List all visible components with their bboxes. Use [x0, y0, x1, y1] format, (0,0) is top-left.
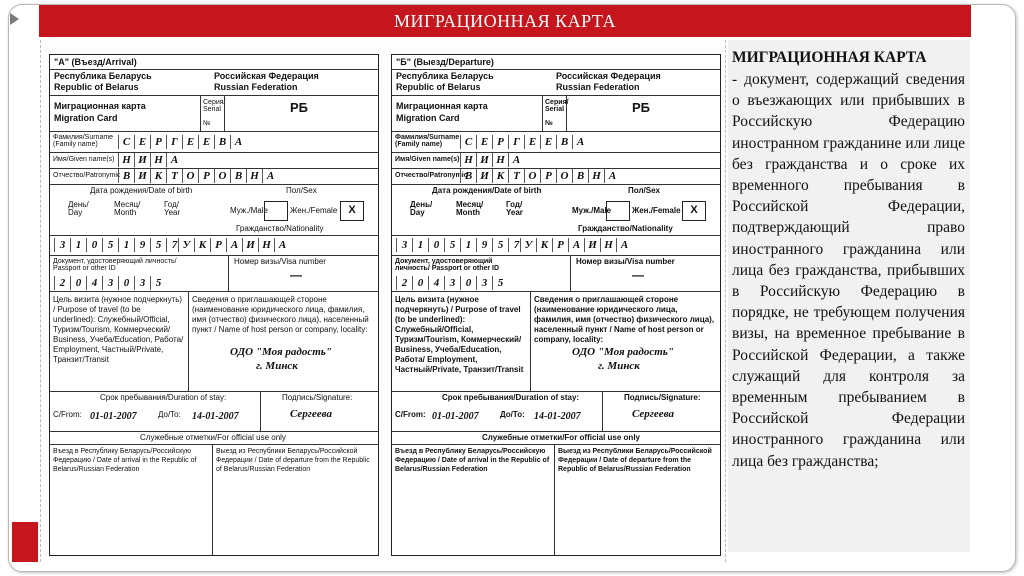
- card-title-en: Migration Card: [54, 113, 118, 123]
- country2-ru: Российская Федерация: [556, 71, 661, 81]
- year-label: Год/ Year: [164, 200, 181, 218]
- day-label: День/ Day: [68, 200, 89, 218]
- nationality-label: Гражданство/Nationality: [236, 224, 324, 233]
- year-label: Год/ Year: [506, 200, 523, 218]
- female-label: Жен./Female: [632, 206, 681, 215]
- title-bar: [39, 5, 971, 37]
- series-label: Серия/ Serial: [203, 99, 226, 114]
- host-name: ОДО "Моя радость": [572, 346, 674, 358]
- surname-letters: С Е Р Г Е Е В А: [118, 135, 246, 149]
- female-checkbox[interactable]: X: [340, 201, 364, 221]
- visa-value: —: [290, 268, 302, 282]
- official-use-label: Служебные отметки/For official use only: [482, 433, 640, 442]
- male-checkbox[interactable]: [264, 201, 288, 221]
- visa-label: Номер визы/Visa number: [576, 257, 675, 266]
- official-use-label: Служебные отметки/For official use only: [140, 433, 286, 442]
- purpose-of-travel: Цель визита (нужное подчеркнуть) / Purpose of travel (to be underlined): Служебный/Official, Туризм/Tourism, Коммерческий/ Business, Учеба/Education, Работа/ Employment, Частный/Private, Транзит/Transit: [395, 295, 524, 374]
- from-label: С/From:: [395, 410, 426, 419]
- signature-value: Сергеева: [290, 408, 332, 420]
- surname-label: Фамилия/Surname (Family name): [395, 134, 460, 149]
- card-arrival: [49, 54, 379, 556]
- card-title-ru: Миграционная карта: [396, 101, 488, 111]
- card-title-ru: Миграционная карта: [54, 101, 146, 111]
- host-city: г. Минск: [256, 360, 298, 372]
- country1-ru: Республика Беларусь: [396, 71, 494, 81]
- host-label: Сведения о приглашающей стороне (наименование юридического лица, фамилия, имя (отчество) физического лица), населенный пункт / Name of host person or company, locality:: [192, 295, 369, 334]
- entry-date-field: Въезд в Республику Беларусь/Российскую Федерацию / Date of arrival in the Republic of Belarus/Russian Federation: [395, 448, 550, 474]
- nationality-letters: У К Р А И Н А: [520, 238, 632, 252]
- month-label: Месяц/ Month: [456, 200, 484, 218]
- passport-digits: 2 0 4 3 0 3 5: [54, 276, 166, 290]
- series-label: Серия/ Serial: [545, 99, 569, 114]
- patronymic-letters: В И К Т О Р О В Н А: [118, 169, 278, 183]
- exit-date-field: Выезд из Республики Беларусь/Российской Федерации / Date of departure from the Republic of Belarus/Russian Federation: [216, 448, 370, 474]
- surname-letters: С Е Р Г Е Е В А: [460, 135, 588, 149]
- card-part-label: "А" (Въезд/Arrival): [54, 57, 137, 67]
- host-label: Сведения о приглашающей стороне (наименование юридического лица, фамилия, имя (отчество) физического лица), населенный пункт / Name of host person or company, locality:: [534, 295, 715, 344]
- female-checkbox[interactable]: X: [682, 201, 706, 221]
- country1-en: Republic of Belarus: [54, 82, 139, 92]
- passport-digits: 2 0 4 3 0 3 5: [396, 276, 508, 290]
- to-label: До/To:: [158, 410, 181, 419]
- patronymic-letters: В И К Т О Р О В Н А: [460, 169, 620, 183]
- male-checkbox[interactable]: [606, 201, 630, 221]
- dob-digits: 3 1 0 5 1 9 5 7: [54, 238, 182, 252]
- signature-value: Сергеева: [632, 408, 674, 420]
- host-city: г. Минск: [598, 360, 640, 372]
- surname-label: Фамилия/Surname (Family name): [53, 134, 114, 149]
- dob-label: Дата рождения/Date of birth: [432, 186, 542, 195]
- patronymic-label: Отчество/Patronymic: [53, 172, 121, 179]
- given-name-label: Имя/Given name(s): [53, 156, 115, 163]
- from-label: С/From:: [53, 410, 82, 419]
- card-departure: [391, 54, 721, 556]
- stay-label: Срок пребывания/Duration of stay:: [100, 393, 227, 402]
- dob-label: Дата рождения/Date of birth: [90, 186, 193, 195]
- signature-label: Подпись/Signature:: [282, 393, 353, 402]
- male-label: Муж./Male: [230, 206, 268, 215]
- card-title-en: Migration Card: [396, 113, 460, 123]
- signature-label: Подпись/Signature:: [624, 393, 701, 402]
- from-value: 01-01-2007: [90, 411, 137, 422]
- given-letters: Н И Н А: [118, 153, 182, 167]
- series-value: РБ: [290, 100, 309, 115]
- to-value: 14-01-2007: [192, 411, 239, 422]
- country1-ru: Республика Беларусь: [54, 71, 152, 81]
- nav-arrow-icon[interactable]: [10, 13, 19, 25]
- country2-en: Russian Federation: [556, 82, 640, 92]
- description-heading: МИГРАЦИОННАЯ КАРТА: [732, 49, 927, 66]
- country1-en: Republic of Belarus: [396, 82, 481, 92]
- number-label: №: [545, 120, 553, 127]
- to-label: До/To:: [500, 410, 525, 419]
- given-name-label: Имя/Given name(s): [395, 156, 460, 163]
- day-label: День/ Day: [410, 200, 433, 218]
- migration-card-scan: [40, 40, 726, 562]
- passport-label: Документ, удостоверяющий личность/ Passport or other ID: [53, 258, 177, 273]
- number-label: №: [203, 120, 211, 127]
- visa-label: Номер визы/Visa number: [234, 257, 326, 266]
- country2-ru: Российская Федерация: [214, 71, 319, 81]
- entry-date-field: Въезд в Республику Беларусь/Российскую Федерацию / Date of arrival in the Republic of Belarus/Russian Federation: [53, 448, 197, 474]
- country2-en: Russian Federation: [214, 82, 298, 92]
- description-panel: [728, 40, 970, 552]
- sex-label: Пол/Sex: [286, 186, 317, 195]
- passport-label: Документ, удостоверяющий личность/ Passport or other ID: [395, 258, 500, 273]
- female-label: Жен./Female: [290, 206, 338, 215]
- purpose-of-travel: Цель визита (нужное подчеркнуть) / Purpose of travel (to be underlined): Служебный/Official, Туризм/Tourism, Коммерческий/ Business, Учеба/Education, Работа/ Employment, Частный/Private, Транзит/Transit: [53, 295, 184, 364]
- month-label: Месяц/ Month: [114, 200, 141, 218]
- sex-label: Пол/Sex: [628, 186, 660, 195]
- to-value: 14-01-2007: [534, 411, 581, 422]
- given-letters: Н И Н А: [460, 153, 524, 167]
- male-label: Муж./Male: [572, 206, 612, 215]
- left-accent-bar: [12, 522, 38, 562]
- stay-label: Срок пребывания/Duration of stay:: [442, 393, 580, 402]
- dob-digits: 3 1 0 5 1 9 5 7: [396, 238, 524, 252]
- host-name: ОДО "Моя радость": [230, 346, 332, 358]
- description-body: - документ, содержащий сведения о въезжающих или прибывших в Российскую Федерацию иностранном гражданине или лице без гражданства и о сроке их временного пребывания в Российской Федерации, подтверждающий право иностранного гражданина или лица без гражданства, прибывших в Российскую Федерацию в порядке, не требующем получения визы, на временное пребывание в Российской Федерации, а также служащий для контроля за временным пребыванием в Российской Федерации иностранного гражданина или лица без гражданства;: [732, 71, 965, 470]
- nationality-letters: У К Р А И Н А: [178, 238, 290, 252]
- visa-value: —: [632, 268, 644, 282]
- exit-date-field: Выезд из Республики Беларусь/Российской Федерации / Date of departure from the Republic of Belarus/Russian Federation: [558, 448, 712, 474]
- nationality-label: Гражданство/Nationality: [578, 224, 673, 233]
- patronymic-label: Отчество/Patronymic: [395, 172, 468, 179]
- from-value: 01-01-2007: [432, 411, 479, 422]
- slide-title: МИГРАЦИОННАЯ КАРТА: [394, 11, 616, 31]
- series-value: РБ: [632, 100, 651, 115]
- card-part-label: "Б" (Выезд/Departure): [396, 57, 494, 67]
